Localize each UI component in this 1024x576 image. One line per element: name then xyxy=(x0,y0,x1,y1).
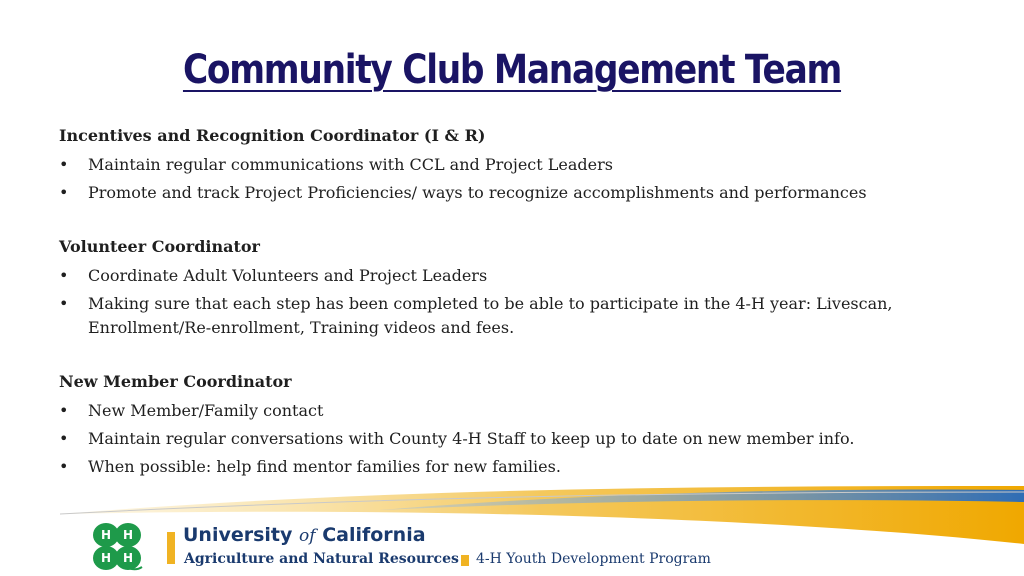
list-item-text: Maintain regular communications with CCL and Project Leaders xyxy=(88,155,613,174)
four-h-clover-icon xyxy=(88,521,146,573)
list-item-text: When possible: help find mentor families for new families. xyxy=(88,457,561,476)
bullet-list xyxy=(59,264,989,340)
list-item-text: New Member/Family contact xyxy=(88,401,324,420)
list-item xyxy=(59,181,989,205)
uc-logo-wordmark xyxy=(183,524,426,546)
bullet-dot: • xyxy=(59,401,69,420)
section-incentives xyxy=(59,124,989,205)
list-item-text: Coordinate Adult Volunteers and Project Leaders xyxy=(88,266,488,285)
list-item xyxy=(59,264,989,288)
clover-letter: H xyxy=(100,528,112,542)
slide-title: Community Club Management Team xyxy=(182,47,842,93)
program-name: 4-H Youth Development Program xyxy=(476,551,711,567)
bullet-dot: • xyxy=(59,266,69,285)
bullet-dot: • xyxy=(59,294,69,313)
list-item xyxy=(59,427,989,451)
list-item xyxy=(59,153,989,177)
bullet-dot: • xyxy=(59,155,69,174)
uc-word-of: of xyxy=(299,526,316,546)
uc-word-university: University xyxy=(183,524,293,546)
list-item-text: Promote and track Project Proficiencies/ ways to recognize accomplishments and performances xyxy=(88,183,867,202)
list-item xyxy=(59,455,989,479)
bullet-dot: • xyxy=(59,457,69,476)
uc-gold-bar xyxy=(167,532,175,564)
clover-letter: H xyxy=(122,551,134,565)
program-gold-square xyxy=(461,555,469,566)
clover-letter: H xyxy=(100,551,112,565)
slide-body xyxy=(59,124,989,509)
bullet-dot: • xyxy=(59,183,69,202)
clover-letter: H xyxy=(122,528,134,542)
bullet-list xyxy=(59,399,989,479)
section-new-member xyxy=(59,370,989,479)
uc-division-name: Agriculture and Natural Resources xyxy=(184,551,459,567)
list-item-text: Making sure that each step has been completed to be able to participate in the 4-H year: Livescan, Enrollment/Re-enrollment, Training videos and fees. xyxy=(88,294,893,337)
list-item xyxy=(59,399,989,423)
list-item-text: Maintain regular conversations with County 4-H Staff to keep up to date on new member info. xyxy=(88,429,855,448)
section-heading: New Member Coordinator xyxy=(59,372,292,391)
bullet-dot: • xyxy=(59,429,69,448)
uc-word-california: California xyxy=(322,524,426,546)
section-heading: Volunteer Coordinator xyxy=(59,237,260,256)
list-item xyxy=(59,292,989,340)
bullet-list xyxy=(59,153,989,205)
section-heading: Incentives and Recognition Coordinator (I & R) xyxy=(59,126,486,145)
section-volunteer xyxy=(59,235,989,340)
